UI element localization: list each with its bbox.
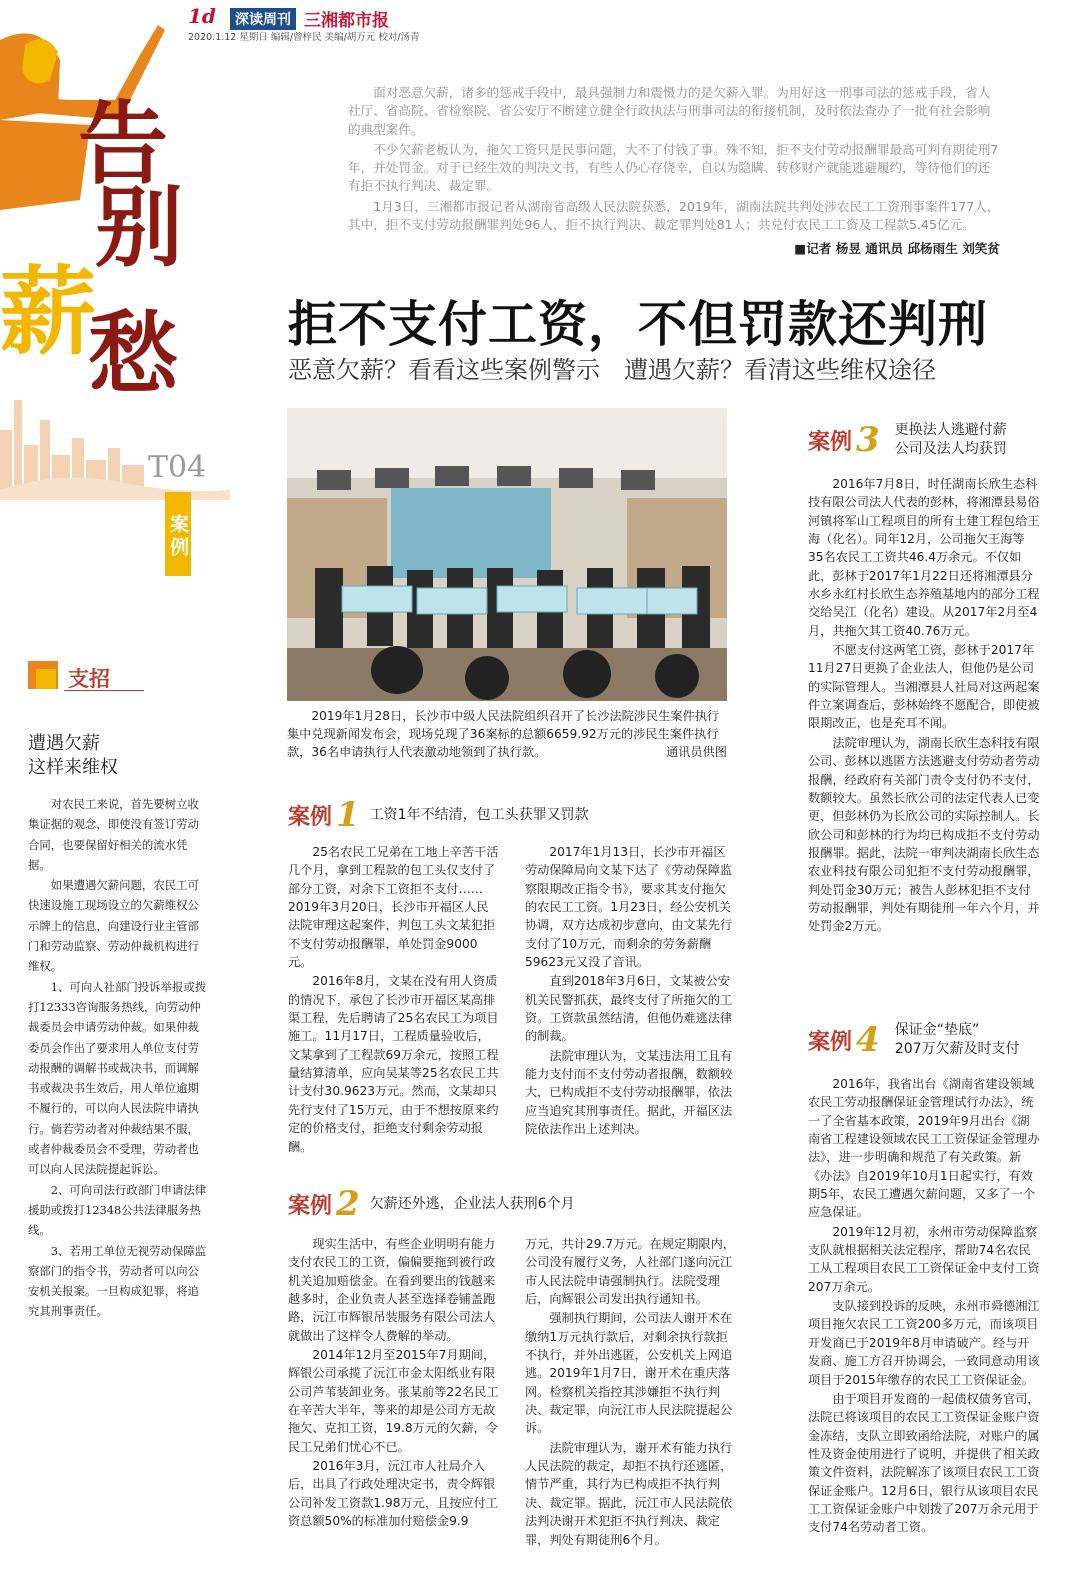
case-4-title-line-2: 207万欠薪及时支付 [894,1041,1020,1057]
tips-label: 支招 [68,666,110,691]
tips-header [28,661,168,691]
banner-char-2: 别 [95,175,184,279]
case-4-title [895,1021,1020,1059]
case-1-label: 案例 [288,803,333,830]
tips-title-line-1: 遭遇欠薪 [28,733,100,754]
case-4-paragraph: 支队接到投诉的反映，永州市舜德湘江项目拖欠农民工工资200多万元，而该项目开发商已于2019年8月申请破产。经与开发商、施工方召开协调会，一致同意动用该项目于2015年缴存的农民工工资保证金。 [808,1299,1040,1387]
photo-credit: 通讯员供图 [666,745,727,759]
case-2-column-1 [288,1235,500,1532]
tips-title-line-2: 这样来维权 [28,757,118,778]
case-4-paragraph: 由于项目开发商的一起债权债务官司，法院已将该项目的农民工工资保证金账户资金冻结，支队立即致函给法院，对账户的属性及资金使用进行了说明，并提供了相关政策文件资料，法院解冻了该项目农民工工资保证金账户。12月6日，银行从该项目农民工工资保证金账户中划拨了207万余元用于支付74名劳动者工资。 [808,1391,1040,1535]
case-1-paragraph: 25名农民工兄弟在工地上辛苦干活几个月，拿到工程款的包工头仅支付了部分工资，对余下工资拒不支付……2019年3月20日，长沙市开福区人民法院审理这起案件，判包工头文某犯拒不支付劳动报酬罪，单处罚金9000元。 [288,845,499,970]
case-4-label: 案例 [808,1028,853,1055]
tips-paragraph: 1、可向人社部门投诉举报或拨打12333咨询服务热线，向劳动仲裁委员会申请劳动仲裁。如果仲裁委员会作出了要求用人单位支付劳动报酬的调解书或裁决书，而调解书或裁决书生效后，用人单位逾期不履行的，可以向人民法院申请执行。倘若劳动者对仲裁结果不服，或者仲裁委员会不受理，劳动者也可以向人民法院提起诉讼。 [28,979,207,1177]
case-3-number: 3 [856,420,880,460]
case-3-column [808,475,1040,937]
case-1-header [288,795,589,835]
intro-paragraph: 1月3日，三湘都市报记者从湖南省高级人民法院获悉，2019年，湖南法院共判处涉农民工工资刑事案件177人，其中，拒不支付劳动报酬罪判处96人，拒不执行判决、裁定罪判处81人；共兑付农民工工资及工程款5.45亿元。 [348,198,1000,233]
case-3-paragraph: 不愿支付这两笔工资，彭林于2017年11月27日更换了企业法人，但他仍是公司的实际管理人。当湘潭县人社局对这两起案件立案调查后，彭林始终不愿配合，即使被限期改正，也是充耳不闻。 [808,643,1040,731]
case-4-column [808,1075,1040,1538]
photo-caption-text: 2019年1月28日，长沙市中级人民法院组织召开了长沙法院涉民生案件执行集中兑现新闻发布会，现场兑现了36案标的总额6659.92万元的涉民生案件执行款，36名申请执行人代表激动地领到了执行款。 [287,709,720,759]
headline: 拒不支付工资，不但罚款还判刑 [288,296,989,353]
case-2-paragraph: 2016年3月，沅江市人社局介入后，出具了行政处理决定书，责令辉银公司补发工资款1.98万元，且按应付工资总额50%的标准加付赔偿金9.9 [288,1459,498,1529]
intro-paragraph: 不少欠薪老板认为，拖欠工资只是民事问题，大不了付钱了事。殊不知，拒不支付劳动报酬罪最高可判有期徒刑7年，并处罚金。对于已经生效的判决文书，有些人仍心存侥幸，自以为隐瞒、转移财产就能逃避履约，等待他们的还有拒不执行判决、裁定罪。 [348,141,999,194]
banner-char-1: 告 [78,91,168,197]
tips-underline [64,690,144,691]
tips-body [28,794,208,1322]
photo-caption [287,707,727,761]
tips-paragraph: 2、可向司法行政部门申请法律援助或拨打12348公共法律服务热线。 [28,1182,207,1238]
tips-paragraph: 如果遭遇欠薪问题，农民工可快速设施工现场设立的欠薪维权公示牌上的信息，向建设行业主管部门和劳动监察、劳动仲裁机构进行维权。 [28,878,199,974]
case-4-paragraph: 2016年，我省出台《湖南省建设领域农民工劳动报酬保证金管理试行办法》，统一了全省基本政策，2019年9月出台《湖南省工程建设领域农民工工资保证金管理办法》，进一步明确和规范了有关政策。新《办法》自2019年10月1日起实行，有效期5年，农民工遭遇欠薪问题，又多了一个应急保证。 [808,1077,1040,1220]
case-4-number: 4 [856,1020,880,1060]
case-2-paragraph: 强制执行期间，公司法人谢开术在缴纳1万元执行款后，对剩余执行款拒不执行，并外出逃匿，公安机关上网追逃。2019年1月7日，谢开术在重庆落网。检察机关指控其涉嫌拒不执行判决、裁定罪，向沅江市人民法院提起公诉。 [525,1311,733,1436]
case-2-header [288,1184,575,1224]
news-photo [287,408,727,701]
case-3-paragraph: 2016年7月8日，时任湖南长欣生态科技有限公司法人代表的彭林，将湘潭县易俗河镇将军山工程项目的所有土建工程包给王海（化名）。同年12月，公司拖欠王海等35名农民工工资共46.4万余元。不仅如此，彭林于2017年1月22日还将湘潭县分水乡永红村长欣生态养殖基地内的部分工程交给吴江（化名）建设。从2017年2月至4月，共拖欠其工资40.76万元。 [808,477,1040,638]
intro [348,84,1002,236]
masthead [186,4,606,43]
press-conference-photo-icon [287,408,727,701]
case-4-title-line-1: 保证金“垫底” [894,1022,980,1038]
case-4-paragraph: 2019年12月初，永州市劳动保障监察支队就根据相关法定程序，帮助74名农民工从工程项目农民工工资保证金中支付工资207万余元。 [808,1224,1040,1294]
case-2-column-2 [525,1235,737,1550]
section-label: 案例 [165,492,191,576]
banner-char-4: 愁 [88,301,178,407]
byline: ■记者 杨昱 通讯员 邱杨雨生 刘笑贫 [794,241,1000,256]
masthead-logo: 1d [188,4,216,28]
case-1-paragraph: 2017年1月13日，长沙市开福区劳动保障局向文某下达了《劳动保障监察限期改正指令书》，要求其支付拖欠的农民工工资。1月23日，经公安机关协调，双方达成初步意向，由文某先行支付了10万元，而剩余的劳务薪酬59623元又没了音讯。 [525,845,733,970]
case-3-title-line-2: 公司及法人均获罚 [894,441,1007,457]
case-2-paragraph: 法院审理认为，谢开术有能力执行人民法院的裁定，却拒不执行还逃匿，情节严重，其行为已构成拒不执行判决、裁定罪。据此，沅江市人民法院依法判决谢开术犯拒不执行判决、裁定罪，判处有期徒刑6个月。 [525,1440,733,1547]
page-number: T04 [148,450,207,485]
case-1-number: 1 [336,795,360,835]
case-1-paragraph: 2016年8月，文某在没有用人资质的情况下，承包了长沙市开福区某高排渠工程，先后聘请了25名农民工为项目施工。11月17日，工程质量验收后，文某拿到了工程款69万余元，按照工程量结算清单，应向吴某等25名农民工共计支付30.9623万元。然而，文某却只先行支付了15万元，由于不想按原来约定的价格支付，拒绝支付剩余劳动报酬。 [288,974,499,1154]
case-3-title-line-1: 更换法人逃避付薪 [894,422,1007,438]
tips-square-accent-icon [36,669,56,689]
banner-char-3: 薪 [0,255,96,368]
case-3-header [808,420,1007,460]
case-2-label: 案例 [288,1192,333,1219]
masthead-paper-name: 三湘都市报 [304,11,389,31]
section-banner [0,0,230,600]
case-1-column-2 [525,843,737,1140]
masthead-meta: 2020.1.12 星期日 编辑/曾梓民 美编/胡万元 校对/汤青 [188,32,420,43]
tips-title [28,732,118,780]
case-1-paragraph: 直到2018年3月6日，文某被公安机关民警抓获，最终支付了所拖欠的工资。工资款虽然结清，但他仍难逃法律的制裁。 [525,974,733,1044]
case-1-title: 工资1年不结清，包工头获罪又罚款 [369,806,589,823]
intro-paragraph: 面对恶意欠薪，诸多的惩戒手段中，最具强制力和震慑力的是欠薪入罪。为用好这一刑事司法的惩戒手段，省人社厅、省高院、省检察院、省公安厅不断建立健全行政执法与刑事司法的衔接机制，及时依法查办了一批有社会影响的典型案件。 [348,85,991,137]
case-2-number: 2 [336,1184,360,1224]
tips-paragraph: 对农民工来说，首先要树立收集证据的观念，即使没有签订劳动合同，也要保留好相关的流水凭据。 [28,797,199,872]
tips-paragraph: 3、若用工单位无视劳动保障监察部门的指令书，劳动者可以向公安机关报案。一旦构成犯罪，将追究其刑事责任。 [28,1243,207,1319]
case-4-header [808,1020,1020,1060]
masthead-section-tag: 深读周刊 [230,8,296,30]
subheadline: 恶意欠薪？看看这些案例警示 遭遇欠薪？看清这些维权途径 [288,356,936,384]
case-2-paragraph: 2014年12月至2015年7月期间，辉银公司承揽了沅江市金太阳纸业有限公司芦苇装卸业务。张某前等22名民工在辛苦大半年，等来的却是公司方无故拖欠、克扣工资，19.8万元的欠薪，令民工兄弟们忧心不已。 [288,1348,499,1454]
case-3-label: 案例 [808,428,853,455]
banner-illustration [0,0,230,600]
case-1-paragraph: 法院审理认为，文某违法用工且有能力支付而不支付劳动者报酬，数额较大，已构成拒不支付劳动报酬罪，依法应当追究其刑事责任。据此，开福区法院依法作出上述判决。 [525,1048,733,1137]
case-3-title [895,421,1007,459]
case-1-column-1 [288,843,500,1157]
case-3-paragraph: 法院审理认为，湖南长欣生态科技有限公司、彭林以逃匿方法逃避支付劳动者劳动报酬，经政府有关部门责令支付仍不支付，数额较大。虽然长欣公司的法定代表人已变更，但彭林仍为长欣公司的实际控制人。长欣公司和彭林的行为均已构成拒不支付劳动报酬罪。据此，法院一审判决湖南长欣生态农业科技有限公司犯拒不支付劳动报酬罪，判处罚金30万元；被告人彭林犯拒不支付劳动报酬罪，判处有期徒刑一年六个月，并处罚金2万元。 [808,735,1040,934]
case-2-paragraph: 现实生活中，有些企业明明有能力支付农民工的工资，偏偏要拖到被行政机关追加赔偿金。在看到要出的钱越来越多时，企业负责人甚至选择卷铺盖跑路，沅江市辉银吊装服务有限公司法人就做出了这样令人费解的举动。 [288,1237,496,1343]
case-2-title: 欠薪还外逃，企业法人获刑6个月 [369,1195,575,1212]
case-2-paragraph: 万元，共计29.7万元。在规定期限内，公司没有履行义务，人社部门遂向沅江市人民法院申请强制执行。法院受理后，向辉银公司发出执行通知书。 [525,1237,735,1307]
